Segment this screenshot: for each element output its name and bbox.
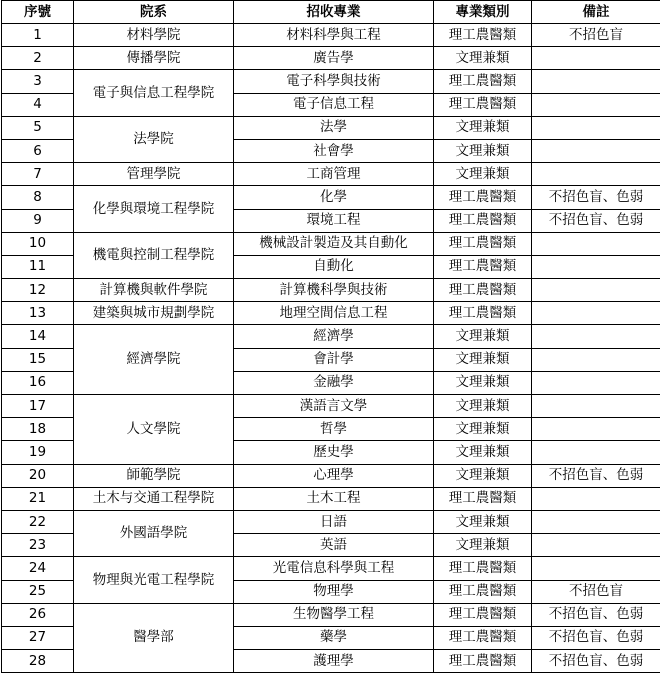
- table-row: [2, 24, 660, 47]
- college-cell: 外國語學院: [74, 510, 234, 556]
- table-row: [2, 464, 660, 487]
- category-cell: 文理兼類: [434, 395, 532, 418]
- major-cell: 哲學: [234, 418, 434, 441]
- category-cell: 理工農醫類: [434, 232, 532, 255]
- major-cell: 歷史學: [234, 441, 434, 464]
- college-cell: 化學與環境工程學院: [74, 186, 234, 232]
- table-row: [2, 47, 660, 70]
- category-cell: 理工農醫類: [434, 557, 532, 580]
- college-cell: 計算機與軟件學院: [74, 279, 234, 302]
- remarks-cell: [532, 255, 660, 278]
- college-cell: 物理與光電工程學院: [74, 557, 234, 603]
- college-cell: 土木与交通工程學院: [74, 487, 234, 510]
- remarks-cell: 不招色盲: [532, 24, 660, 47]
- serial-number-cell: 7: [2, 163, 74, 186]
- major-cell: 護理學: [234, 650, 434, 673]
- category-cell: 理工農醫類: [434, 186, 532, 209]
- college-cell: 醫學部: [74, 603, 234, 673]
- college-cell: 材料學院: [74, 24, 234, 47]
- major-cell: 漢語言文學: [234, 395, 434, 418]
- major-cell: 金融學: [234, 371, 434, 394]
- table-row: [2, 186, 660, 209]
- category-cell: 理工農醫類: [434, 209, 532, 232]
- remarks-cell: 不招色盲、色弱: [532, 650, 660, 673]
- serial-number-cell: 13: [2, 302, 74, 325]
- remarks-cell: [532, 116, 660, 139]
- remarks-cell: 不招色盲、色弱: [532, 209, 660, 232]
- remarks-cell: [532, 70, 660, 93]
- serial-number-cell: 17: [2, 395, 74, 418]
- serial-number-cell: 11: [2, 255, 74, 278]
- serial-number-cell: 3: [2, 70, 74, 93]
- serial-number-cell: 12: [2, 279, 74, 302]
- category-cell: 文理兼類: [434, 116, 532, 139]
- header-serial-number: 序號: [2, 1, 74, 24]
- category-cell: 理工農醫類: [434, 24, 532, 47]
- table-row: [2, 163, 660, 186]
- serial-number-cell: 15: [2, 348, 74, 371]
- table-row: [2, 302, 660, 325]
- college-cell: 法學院: [74, 116, 234, 162]
- serial-number-cell: 16: [2, 371, 74, 394]
- header-row: [2, 1, 660, 24]
- header-category: 專業類別: [434, 1, 532, 24]
- category-cell: 理工農醫類: [434, 580, 532, 603]
- category-cell: 文理兼類: [434, 371, 532, 394]
- remarks-cell: [532, 441, 660, 464]
- category-cell: 理工農醫類: [434, 279, 532, 302]
- serial-number-cell: 1: [2, 24, 74, 47]
- category-cell: 文理兼類: [434, 139, 532, 162]
- serial-number-cell: 10: [2, 232, 74, 255]
- remarks-cell: [532, 302, 660, 325]
- table-row: [2, 510, 660, 533]
- serial-number-cell: 5: [2, 116, 74, 139]
- serial-number-cell: 9: [2, 209, 74, 232]
- major-cell: 經濟學: [234, 325, 434, 348]
- major-cell: 地理空間信息工程: [234, 302, 434, 325]
- table-row: [2, 395, 660, 418]
- category-cell: 理工農醫類: [434, 70, 532, 93]
- remarks-cell: [532, 348, 660, 371]
- major-cell: 機械設計製造及其自動化: [234, 232, 434, 255]
- table-row: [2, 487, 660, 510]
- college-cell: 人文學院: [74, 395, 234, 465]
- table-row: [2, 603, 660, 626]
- category-cell: 理工農醫類: [434, 302, 532, 325]
- remarks-cell: [532, 371, 660, 394]
- major-cell: 光電信息科學與工程: [234, 557, 434, 580]
- remarks-cell: [532, 93, 660, 116]
- serial-number-cell: 19: [2, 441, 74, 464]
- category-cell: 文理兼類: [434, 47, 532, 70]
- category-cell: 文理兼類: [434, 163, 532, 186]
- serial-number-cell: 20: [2, 464, 74, 487]
- table-row: [2, 325, 660, 348]
- major-cell: 電子信息工程: [234, 93, 434, 116]
- college-cell: 經濟學院: [74, 325, 234, 395]
- remarks-cell: [532, 510, 660, 533]
- category-cell: 理工農醫類: [434, 650, 532, 673]
- major-cell: 社會學: [234, 139, 434, 162]
- table-row: [2, 232, 660, 255]
- category-cell: 文理兼類: [434, 534, 532, 557]
- serial-number-cell: 23: [2, 534, 74, 557]
- major-cell: 計算機科學與技術: [234, 279, 434, 302]
- header-major: 招收專業: [234, 1, 434, 24]
- serial-number-cell: 14: [2, 325, 74, 348]
- serial-number-cell: 6: [2, 139, 74, 162]
- remarks-cell: 不招色盲、色弱: [532, 603, 660, 626]
- table-row: [2, 557, 660, 580]
- major-cell: 電子科學與技術: [234, 70, 434, 93]
- category-cell: 文理兼類: [434, 348, 532, 371]
- category-cell: 理工農醫類: [434, 487, 532, 510]
- category-cell: 文理兼類: [434, 325, 532, 348]
- remarks-cell: 不招色盲、色弱: [532, 626, 660, 649]
- remarks-cell: [532, 232, 660, 255]
- college-cell: 管理學院: [74, 163, 234, 186]
- serial-number-cell: 28: [2, 650, 74, 673]
- major-cell: 環境工程: [234, 209, 434, 232]
- serial-number-cell: 22: [2, 510, 74, 533]
- category-cell: 理工農醫類: [434, 603, 532, 626]
- serial-number-cell: 27: [2, 626, 74, 649]
- category-cell: 理工農醫類: [434, 255, 532, 278]
- remarks-cell: [532, 279, 660, 302]
- category-cell: 文理兼類: [434, 510, 532, 533]
- major-cell: 自動化: [234, 255, 434, 278]
- category-cell: 理工農醫類: [434, 93, 532, 116]
- header-college: 院系: [74, 1, 234, 24]
- admissions-table: [1, 0, 660, 673]
- serial-number-cell: 4: [2, 93, 74, 116]
- major-cell: 物理學: [234, 580, 434, 603]
- major-cell: 土木工程: [234, 487, 434, 510]
- college-cell: 機電與控制工程學院: [74, 232, 234, 278]
- table-row: [2, 116, 660, 139]
- college-cell: 傳播學院: [74, 47, 234, 70]
- table-row: [2, 70, 660, 93]
- category-cell: 理工農醫類: [434, 626, 532, 649]
- remarks-cell: [532, 487, 660, 510]
- serial-number-cell: 8: [2, 186, 74, 209]
- category-cell: 文理兼類: [434, 464, 532, 487]
- major-cell: 生物醫學工程: [234, 603, 434, 626]
- remarks-cell: [532, 395, 660, 418]
- remarks-cell: 不招色盲: [532, 580, 660, 603]
- serial-number-cell: 24: [2, 557, 74, 580]
- college-cell: 建築與城市規劃學院: [74, 302, 234, 325]
- remarks-cell: 不招色盲、色弱: [532, 464, 660, 487]
- header-remarks: 備註: [532, 1, 660, 24]
- major-cell: 日語: [234, 510, 434, 533]
- serial-number-cell: 18: [2, 418, 74, 441]
- remarks-cell: [532, 534, 660, 557]
- serial-number-cell: 2: [2, 47, 74, 70]
- table-row: [2, 279, 660, 302]
- remarks-cell: [532, 139, 660, 162]
- remarks-cell: 不招色盲、色弱: [532, 186, 660, 209]
- remarks-cell: [532, 418, 660, 441]
- college-cell: 電子與信息工程學院: [74, 70, 234, 116]
- serial-number-cell: 25: [2, 580, 74, 603]
- remarks-cell: [532, 163, 660, 186]
- remarks-cell: [532, 47, 660, 70]
- remarks-cell: [532, 325, 660, 348]
- serial-number-cell: 26: [2, 603, 74, 626]
- major-cell: 化學: [234, 186, 434, 209]
- college-cell: 師範學院: [74, 464, 234, 487]
- table-body: [2, 24, 660, 673]
- major-cell: 英語: [234, 534, 434, 557]
- major-cell: 法學: [234, 116, 434, 139]
- category-cell: 文理兼類: [434, 441, 532, 464]
- major-cell: 廣告學: [234, 47, 434, 70]
- major-cell: 會計學: [234, 348, 434, 371]
- major-cell: 材料科學與工程: [234, 24, 434, 47]
- major-cell: 工商管理: [234, 163, 434, 186]
- category-cell: 文理兼類: [434, 418, 532, 441]
- remarks-cell: [532, 557, 660, 580]
- major-cell: 藥學: [234, 626, 434, 649]
- serial-number-cell: 21: [2, 487, 74, 510]
- major-cell: 心理學: [234, 464, 434, 487]
